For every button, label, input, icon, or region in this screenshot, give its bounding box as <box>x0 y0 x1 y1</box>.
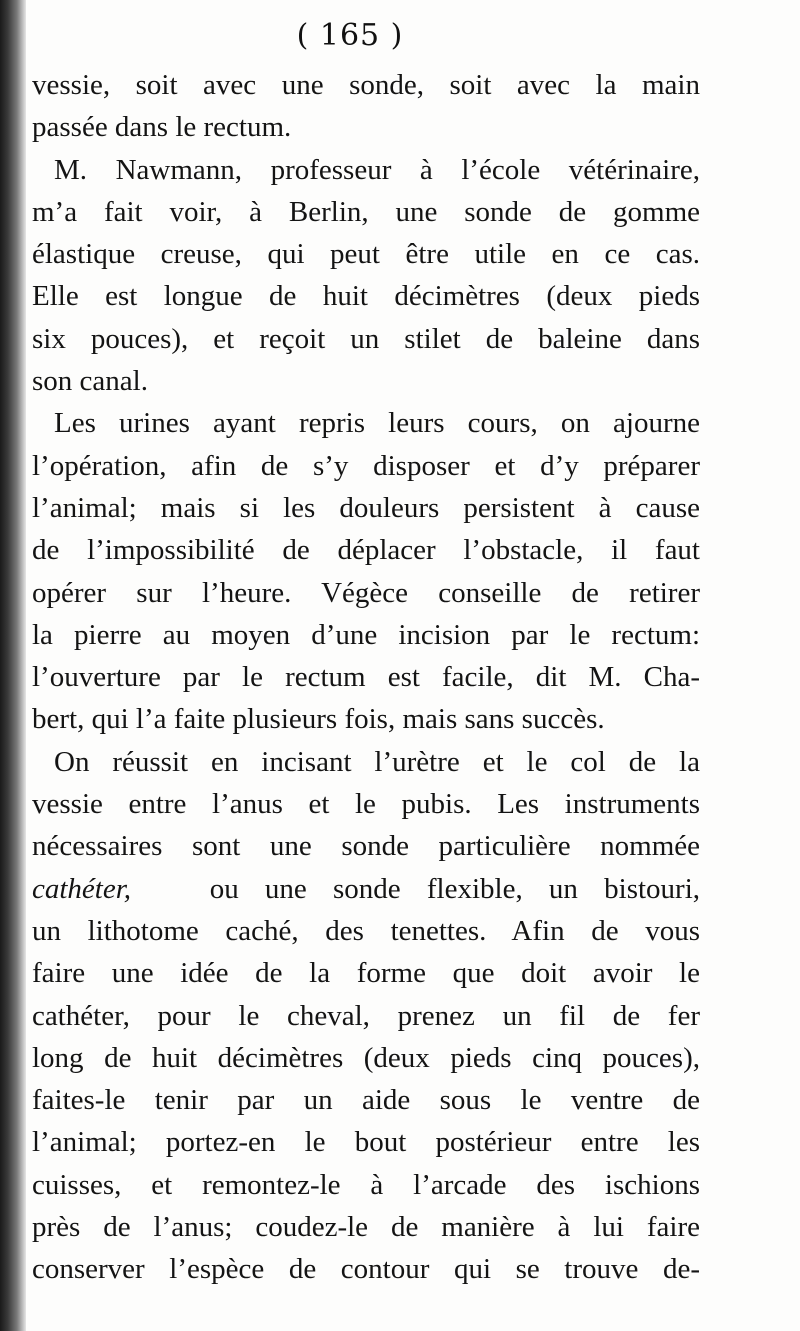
text-line: bert, qui l’a faite plusieurs fois, mais sans succès. <box>32 703 605 736</box>
italic-term: cathéter, <box>32 872 132 905</box>
text-line: vessie entre l’anus et le pubis. Les instruments <box>32 788 700 821</box>
text-line-rest: ou une sonde flexible, un bistouri, <box>209 872 701 905</box>
text-line: cathéter, pour le cheval, prenez un fil de fer <box>32 999 700 1032</box>
text-line: un lithotome caché, des tenettes. Afin de vous <box>32 914 700 947</box>
text-line: près de l’anus; coudez-le de manière à lui faire <box>32 1211 700 1244</box>
text-line: passée dans le rectum. <box>32 111 292 144</box>
text-line: opérer sur l’heure. Végèce conseille de retirer <box>32 576 700 609</box>
page-number: ( 165 ) <box>296 18 404 53</box>
text-line: Elle est longue de huit décimètres (deux pieds <box>32 280 700 313</box>
text-line: son canal. <box>32 365 148 398</box>
text-line: cuisses, et remontez-le à l’arcade des ischions <box>32 1168 700 1201</box>
text-line: élastique creuse, qui peut être utile en ce cas. <box>32 238 700 271</box>
body-text <box>32 64 700 1291</box>
text-line: l’opération, afin de s’y disposer et d’y préparer <box>32 449 700 482</box>
text-line: six pouces), et reçoit un stilet de baleine dans <box>32 322 700 355</box>
text-line: conserver l’espèce de contour qui se trouve de- <box>32 1253 700 1286</box>
text-line: vessie, soit avec une sonde, soit avec la main <box>32 69 700 101</box>
text-line: nécessaires sont une sonde particulière nommée <box>32 830 700 863</box>
text-line: On réussit en incisant l’urètre et le col de la <box>54 745 700 778</box>
text-line: la pierre au moyen d’une incision par le rectum: <box>32 618 700 651</box>
text-line: faites-le tenir par un aide sous le ventre de <box>32 1084 700 1117</box>
text-line: faire une idée de la forme que doit avoir le <box>32 957 700 990</box>
text-line: long de huit décimètres (deux pieds cinq pouces), <box>32 1041 700 1074</box>
binding-shadow <box>0 0 26 1331</box>
text-line: l’ouverture par le rectum est facile, dit M. Cha- <box>32 661 700 694</box>
text-line: m’a fait voir, à Berlin, une sonde de gomme <box>32 195 700 228</box>
text-line: M. Nawmann, professeur à l’école vétérinaire, <box>54 153 700 186</box>
text-line: Les urines ayant repris leurs cours, on ajourne <box>54 407 700 440</box>
text-line-with-italic <box>32 868 700 910</box>
text-line: l’animal; mais si les douleurs persistent à cause <box>32 491 700 524</box>
text-line: de l’impossibilité de déplacer l’obstacle, il faut <box>32 534 700 567</box>
text-line: l’animal; portez-en le bout postérieur entre les <box>32 1126 700 1159</box>
